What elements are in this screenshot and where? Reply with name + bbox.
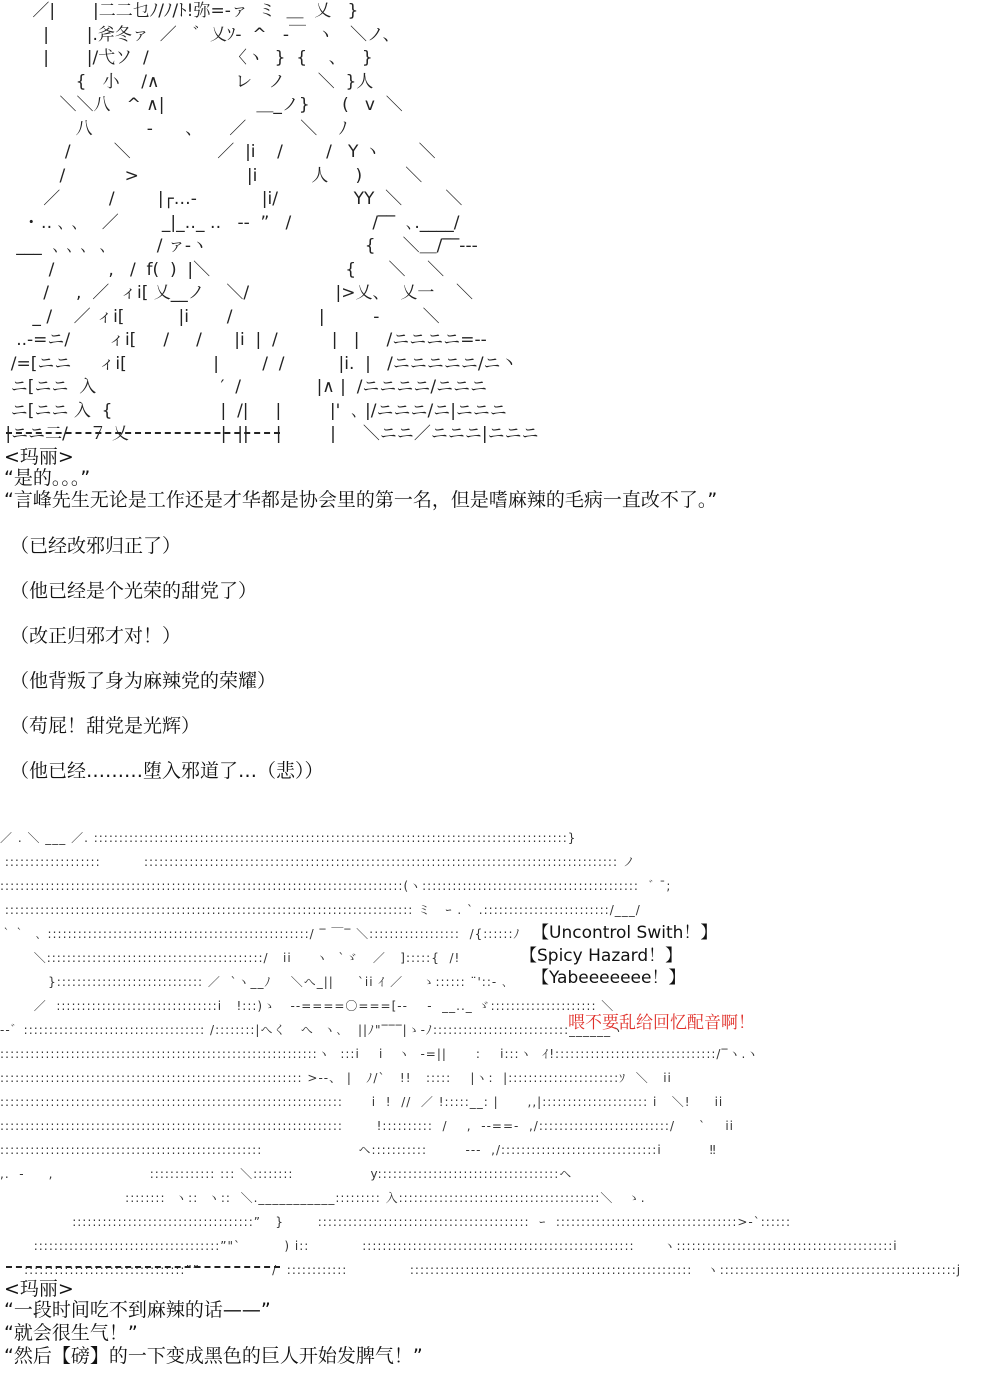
dialogue-line: “就会很生气！” xyxy=(4,1322,138,1344)
dialogue-line: “是的。。。” xyxy=(4,467,91,489)
aside-line: （他已经………堕入邪道了…（悲）） xyxy=(10,760,324,782)
shout-label: 【Spicy Hazard！】 xyxy=(520,946,683,966)
red-remark: 喂不要乱给回忆配音啊！ xyxy=(568,1013,755,1033)
shout-label: 【Uncontrol Swith！】 xyxy=(532,923,718,943)
aside-line: （他背叛了身为麻辣党的荣耀） xyxy=(10,670,277,692)
dialogue-line: “然后【磅】的一下变成黑色的巨人开始发脾气！” xyxy=(4,1345,423,1367)
dialogue-line: “言峰先生无论是工作还是才华都是协会里的第一名，但是嗜麻辣的毛病一直改不了。” xyxy=(4,489,718,511)
dialogue-line: “一段时间吃不到麻辣的话——” xyxy=(4,1299,271,1321)
aside-line: （改正归邪才对！） xyxy=(10,625,182,647)
section-divider xyxy=(6,432,280,434)
speaker-label: <玛丽> xyxy=(4,446,74,468)
section-divider xyxy=(6,1266,280,1268)
shout-label: 【Yabeeeeeee！】 xyxy=(532,968,686,988)
aside-line: （已经改邪归正了） xyxy=(10,535,182,557)
aside-line: （他已经是个光荣的甜党了） xyxy=(10,580,258,602)
speaker-label: <玛丽> xyxy=(4,1278,74,1300)
ascii-art-black-giant: ／ . ＼ ___ ／. ::::::::::::::::::::::::::::::::::::::::::::::::::::::::::::::::::::::::::::::::::::::::::::::} ::::::::::::::::::: :::::::::::::::::::::::::::::::::::::::::::::::::::::::::::::::::::::::::::::::::::::::::::::: ノ ::::::::::::::::::::::::::::::::::::::::::::::::::::::::::::::::::::::::::::::::(ヽ::::::::::::::::::::::::::::::::::::::::::: ゛ ̄; ::::::::::::::::::::::::::::::::::::::::::::::::::::::::::::::::::::::::::::::::: ミ ｰ . ` .:::::::::::::::::::::::::/___/ ｀｀ ､ ::::::::::::::::::::::::::::::::::::::::::::::::::::/ ‾ ￣‾ ＼:::::::::::::::::: /{::::::ﾉ ＼:::::::::::::::::::::::::::::::::::::::::::/ ii ヽ `ゞ ／ ]:::::{ /! }::::::::::::::::::::::::::::: ／ `ヽ__ﾉ ＼へ_|| `ii ｲ ／ ゝ:::::: ¨'::‐ ､ ／ ::::::::::::::::::::::::::::::::i !:::)ゝ --====〇===[-- ‐ __.._ ゞ::::::::::::::::::::: ＼ -‐゛:::::::::::::::::::::::::::::::::::: /::::::::|へく へ ヽ､ ||ﾉ"‾‾‾|ゝ-ﾉ:::::::::::::::::::::::::::______ヽ :::::::::::::::::::::::::::::::::::::::::::::::::::::::::::::::ヽ :::i i ヽ ‐=|| : i:::ヽ ｲ!::::::::::::::::::::::::::::::::/‾ヽ.ヽ :::::::::::::::::::::::::::::::::::::::::::::::::::::::::::: >--、 | ﾉ/` !! ::::: |ヽ: |::::::::::::::::::::::ｿ ＼ ii :::::::::::::::::::::::::::::::::::::::::::::::::::::::::::::::::::: i ! // ／ !:::::__: | ,,|::::::::::::::::::::: i ＼! ii :::::::::::::::::::::::::::::::::::::::::::::::::::::::::::::::::::: !:::::::::: / , --==- ,/::::::::::::::::::::::::::/ ` ii :::::::::::::::::::::::::::::::::::::::::::::::::::: ヘ::::::::::: ‐‐‐ ,/:::::::::::::::::::::::::::::::i ‼ ,. ‐ , ::::::::::::: ::: ＼:::::::: y::::::::::::::::::::::::::::::::::::ヘ :::::::: ヽ:: ヽ:: ＼.___________::::::::: 入::::::::::::::::::::::::::::::::::::::::＼ ゝ. ::::::::::::::::::::::::::::::::::::” } :::::::::::::::::::::::::::::::::::::::::: ｰ ::::::::::::::::::::::::::::::::::::>‐`:::::: :::::::::::::::::::::::::::::::::::::”"` ) i:: :::::::::::::::::::::::::::::::::::::::::::::::::::::: ヽ:::::::::::::::::::::::::::::::::::::::::::i ::::::::::::::::::::::::::::::::”” / :::::::::::: :::::::::::::::::::::::::::::::::::::::::::::::::::::::: ヽ:::::::::::::::::::::::::::::::::::::::::::::::j xyxy=(0,831,962,1277)
ascii-art-two-figures: ／| |二二乜ﾉ/ﾉ/ﾄ!弥=-ァ ミ ＿ 乂 } | |.斧冬ァ ／ ゛乂ｿ‐ ^ ‐￣ ヽ ＼ノ、 | |/弋ソ / 〈ヽ } { 、 } { 小 /∧ レ ノ ＼ }人 ＼＼八 ^ ∧| ＿_ノ} ( v ＼ 八 - 、 ／ ＼ ﾉ / ＼ ／ |i / / Y ヽ ＼ / > |i 人 ) ＼ ／ / |┌…- |i/ YY ＼ ＼ ･ ‥ ､ ､ ／ _|_‥_ ‥ -- ” / /‾‾ ､.____/ ___ ､ ､ ､ ､ / ァ‐ヽ { ＼＿/‾‾--- / , / f( ) |＼ { ＼ ＼ / , ／ ィi[ 乂__ノ ＼/ |>乂、 乂一 ＼ _ / ／ ィi[ |i / | - ＼ ..-=ニ/ ィi[ / / |i | / | | /ニニニニ=-- /=[ニニ ィi[ | / / |i. | /ニニニニニ/ニ丶 ニ[ニニ 入 ′ / |∧ | /ニニニニ/ニニニ ニ[ニニ 入 { | /| | |' ､ |/ニニニ/ニ|ニニニ |ニニ二/ ７ 乂 | || | | ＼ニニ／ニニニ|ニニニ xyxy=(5,1,539,444)
aside-line: （苟屁！甜党是光辉） xyxy=(10,715,201,737)
